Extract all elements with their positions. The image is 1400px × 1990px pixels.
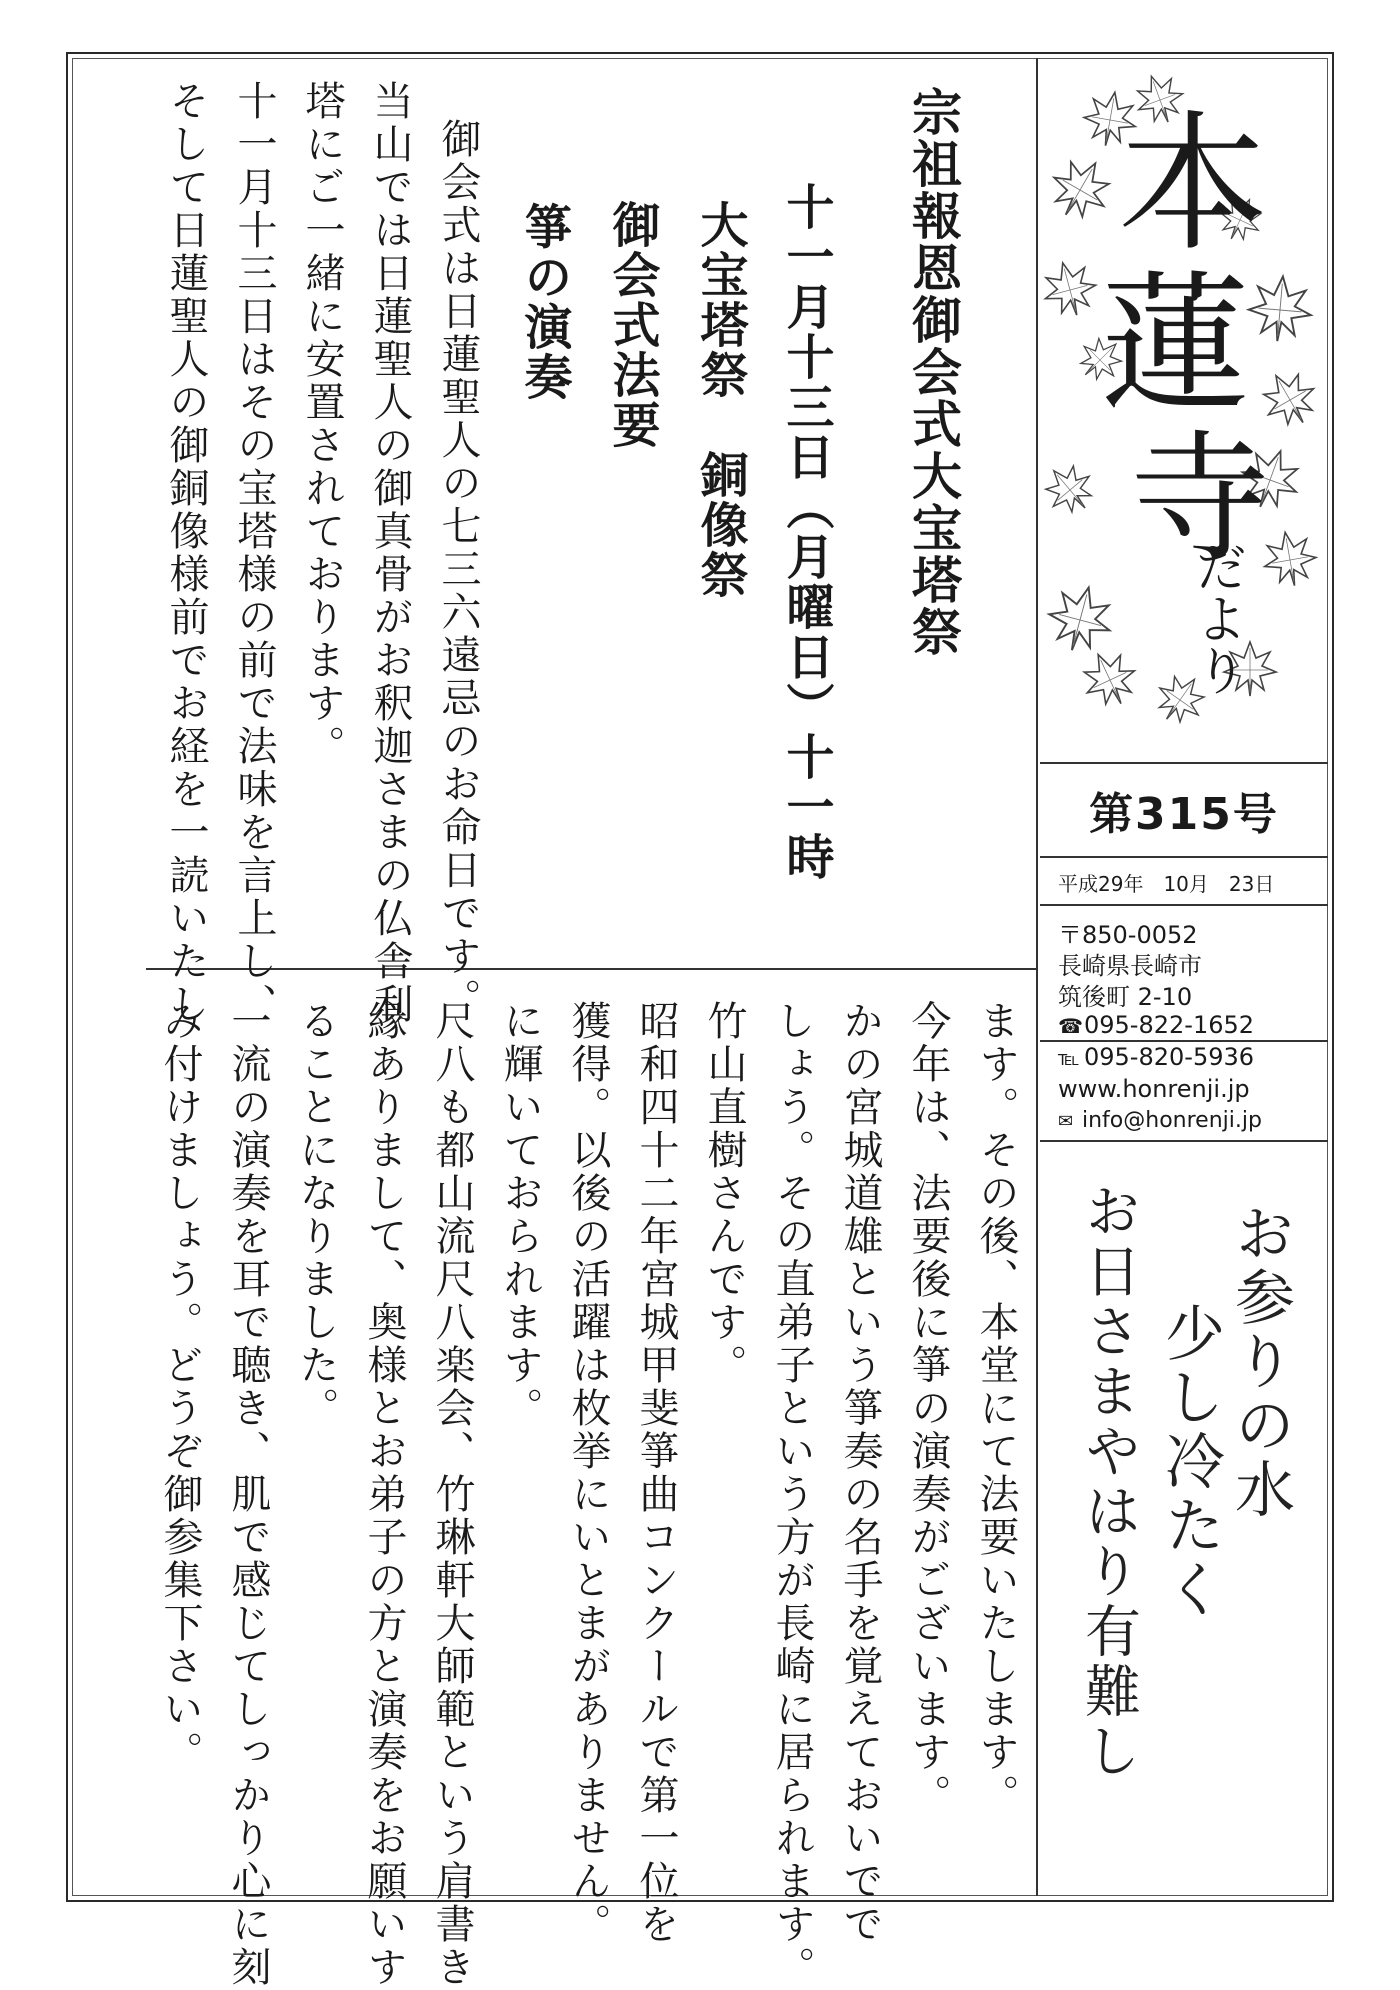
lower-body-line-11: ることになりました。 [293, 1000, 339, 1430]
mail-icon: ✉ [1058, 1111, 1074, 1132]
lower-body-line-3: かの宮城道雄という箏奏の名手を覚えておいでで [837, 1000, 883, 1946]
logo-dayori: だより [1186, 540, 1246, 696]
lower-body-line-4: しょう。その直弟子という方が長崎に居られます。 [769, 1000, 815, 1989]
issue-date: 平成29年 10月 23日 [1040, 860, 1328, 906]
logo-char-ji: 寺 [1130, 418, 1271, 581]
headline-events-2: 御会式法要 [604, 200, 660, 450]
calligraphy-line-1: お参りの水 [1225, 1202, 1295, 1522]
upper-body-line-5: そして日蓮聖人の御銅像様前でお経を一読いたし [163, 80, 209, 1026]
address-line-1: 長崎県長崎市 [1058, 952, 1202, 980]
contact-lines [1058, 1010, 1328, 1137]
issue-number-box [1040, 762, 1328, 858]
postal-code: 〒850-0052 [1058, 921, 1198, 949]
upper-body-line-2: 当山では日蓮聖人の御真骨がお釈迦さまの仏舎利 [367, 80, 413, 1026]
web-row [1058, 1074, 1328, 1105]
upper-body-line-3: 塔にご一緒に安置されております。 [299, 80, 345, 768]
tel-row [1058, 1010, 1328, 1042]
headline-events-3: 箏の演奏 [516, 202, 572, 402]
calligraphy-line-2: 少し冷たく [1155, 1302, 1225, 1622]
address-line-2: 筑後町 2-10 [1058, 983, 1193, 1011]
email-row [1058, 1105, 1328, 1137]
logo-char-hon: 本 [1118, 98, 1269, 272]
issue-number: 第315号 [1089, 789, 1279, 840]
newsletter-logo [1040, 60, 1328, 760]
lower-body-line-7: 獲得。以後の活躍は枚挙にいとまがありません。 [565, 1000, 611, 1946]
sidebar-divider [1036, 58, 1038, 1896]
logo-char-ren: 蓮 [1100, 258, 1251, 432]
lower-body-line-5: 竹山直樹さんです。 [701, 1000, 747, 1387]
phone-icon: ☎ [1058, 1014, 1083, 1038]
fax-row [1058, 1042, 1328, 1074]
lower-body-line-1: ます。その後、本堂にて法要いたします。 [973, 1000, 1019, 1817]
lower-body-line-10: 縁ありまして、奥様とお弟子の方と演奏をお願いす [361, 1000, 407, 1989]
lower-body-line-2: 今年は、法要後に箏の演奏がございます。 [905, 1000, 951, 1817]
headline-date-time: 十一月十三日（月曜日）十一時 [778, 182, 834, 882]
calligraphy-poem [1040, 1140, 1328, 1990]
section-divider [146, 968, 1036, 970]
website: www.honrenji.jp [1058, 1075, 1250, 1103]
tel-number: 095-822-1652 [1084, 1011, 1255, 1039]
headline-title: 宗祖報恩御会式大宝塔祭 [904, 86, 963, 658]
lower-body-line-6: 昭和四十二年宮城甲斐箏曲コンクールで第一位を [633, 1000, 679, 1946]
fax-icon: ℡ [1058, 1046, 1080, 1070]
fax-number: 095-820-5936 [1084, 1043, 1255, 1071]
lower-body-line-9: 尺八も都山流尺八楽会、竹琳軒大師範という肩書き [429, 1000, 475, 1989]
email-address: info@honrenji.jp [1082, 1108, 1262, 1133]
headline-events-1: 大宝塔祭 銅像祭 [692, 200, 748, 600]
upper-body-line-4: 十一月十三日はその宝塔様の前で法味を言上し、 [231, 80, 277, 1026]
upper-body-line-1: 御会式は日蓮聖人の七三六遠忌のお命日です。 [435, 118, 481, 1021]
calligraphy-line-3: お日さまやはり有難し [1076, 1182, 1141, 1782]
lower-body-line-8: に輝いておられます。 [497, 1000, 543, 1430]
lower-body-line-13: み付けましょう。どうぞ御参集下さい。 [157, 1000, 203, 1774]
lower-body-line-12: 一流の演奏を耳で聴き、肌で感じてしっかり心に刻 [225, 1000, 271, 1989]
